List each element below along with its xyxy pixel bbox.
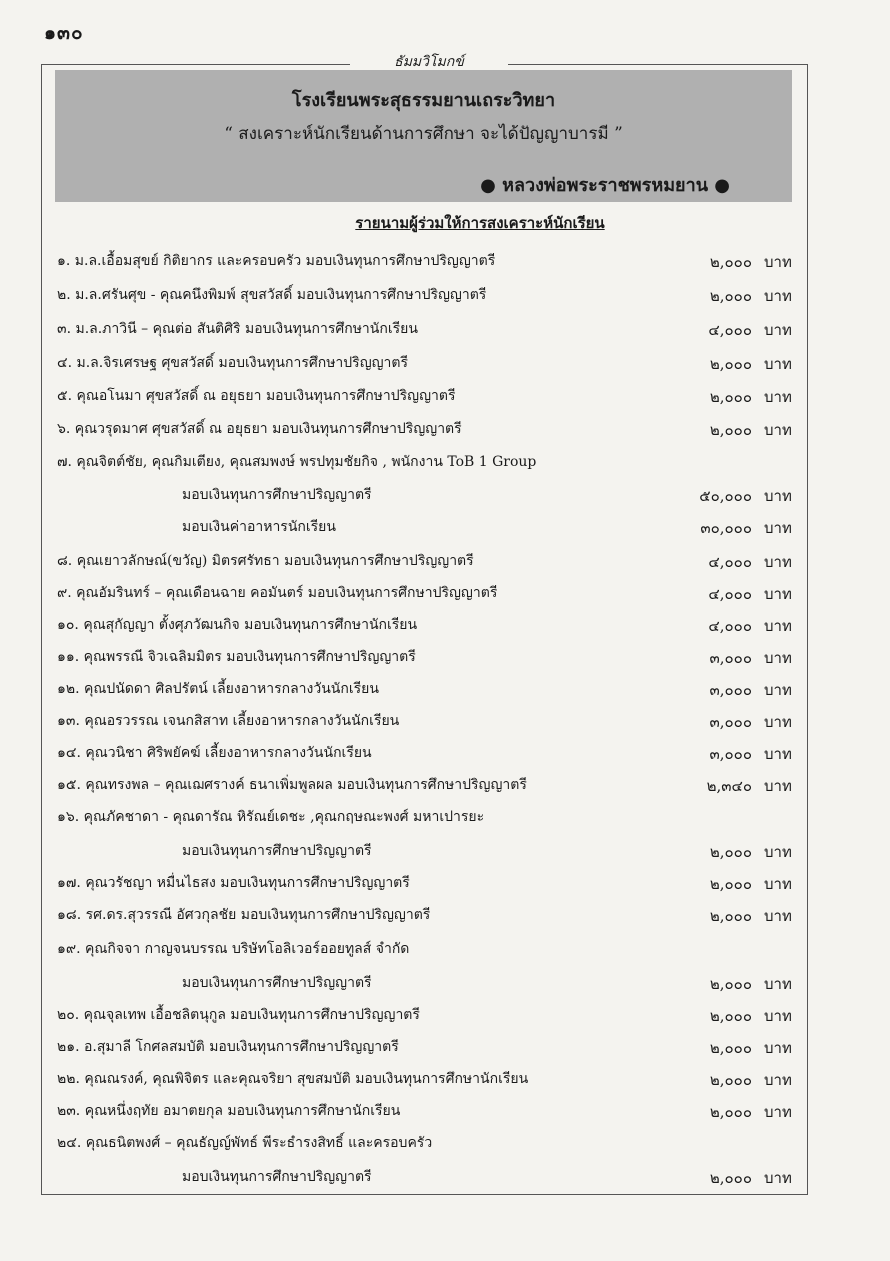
donation-row xyxy=(0,1132,890,1156)
currency-unit: บาท xyxy=(764,421,792,439)
slogan: “ สงเคราะห์นักเรียนด้านการศึกษา จะได้ปัญญาบารมี ” xyxy=(224,124,623,144)
currency-unit: บาท xyxy=(764,681,792,699)
donor-description: ๒๔. คุณธนิตพงศ์ – คุณธัญญ์พัทธ์ พีระธำรงสิทธิ์ และครอบครัว xyxy=(57,1135,433,1151)
donor-description: ๑๑. คุณพรรณี จิวเฉลิมมิตร มอบเงินทุนการศึกษาปริญญาตรี xyxy=(57,649,416,665)
page-number: ๑๓๐ xyxy=(44,22,84,44)
currency-unit: บาท xyxy=(764,777,792,795)
currency-unit: บาท xyxy=(764,617,792,635)
currency-unit: บาท xyxy=(764,1169,792,1187)
donation-row xyxy=(0,710,890,734)
donor-description: มอบเงินทุนการศึกษาปริญญาตรี xyxy=(182,487,372,503)
school-name: โรงเรียนพระสุธรรมยานเถระวิทยา xyxy=(291,90,556,111)
donation-amount: ๒,๐๐๐ xyxy=(709,421,752,439)
donation-amount: ๔,๐๐๐ xyxy=(708,585,752,603)
currency-unit: บาท xyxy=(764,713,792,731)
donation-amount: ๒,๐๐๐ xyxy=(709,1103,752,1121)
donation-amount: ๔,๐๐๐ xyxy=(708,617,752,635)
currency-unit: บาท xyxy=(764,253,792,271)
donation-row xyxy=(0,451,890,475)
donation-row xyxy=(0,352,890,376)
currency-unit: บาท xyxy=(764,553,792,571)
donation-row xyxy=(0,614,890,638)
donation-row xyxy=(0,318,890,342)
donation-amount: ๓,๐๐๐ xyxy=(709,713,752,731)
donor-description: ๒๓. คุณหนึ่งฤทัย อมาตยกุล มอบเงินทุนการศึกษานักเรียน xyxy=(57,1103,401,1119)
donation-row xyxy=(0,904,890,928)
currency-unit: บาท xyxy=(764,875,792,893)
donor-description: ๑๘. รศ.ดร.สุวรรณี อัศวกุลชัย มอบเงินทุนการศึกษาปริญญาตรี xyxy=(57,907,431,923)
donation-amount: ๒,๐๐๐ xyxy=(709,1169,752,1187)
currency-unit: บาท xyxy=(764,1007,792,1025)
donation-amount: ๒,๐๐๐ xyxy=(709,907,752,925)
donation-row xyxy=(0,972,890,996)
donor-description: ๑๗. คุณวรัชญา หมื่นไธสง มอบเงินทุนการศึกษาปริญญาตรี xyxy=(57,875,410,891)
donor-description: มอบเงินทุนการศึกษาปริญญาตรี xyxy=(182,843,372,859)
currency-unit: บาท xyxy=(764,745,792,763)
currency-unit: บาท xyxy=(764,388,792,406)
currency-unit: บาท xyxy=(764,519,792,537)
donation-row xyxy=(0,938,890,962)
donation-row xyxy=(0,250,890,274)
currency-unit: บาท xyxy=(764,287,792,305)
donation-row xyxy=(0,484,890,508)
donor-description: ๑๙. คุณกิจจา กาญจนบรรณ บริษัทโอลิเวอร์ออยทูลส์ จำกัด xyxy=(57,941,410,957)
donation-amount: ๒,๐๐๐ xyxy=(709,1039,752,1057)
donation-amount: ๒,๐๐๐ xyxy=(709,388,752,406)
donation-row xyxy=(0,550,890,574)
donor-description: ๓. ม.ล.ภาวินี – คุณต่อ สันติศิริ มอบเงินทุนการศึกษานักเรียน xyxy=(57,321,418,337)
donor-description: มอบเงินทุนการศึกษาปริญญาตรี xyxy=(182,975,372,991)
donation-row xyxy=(0,1068,890,1092)
currency-unit: บาท xyxy=(764,843,792,861)
donation-amount: ๓,๐๐๐ xyxy=(709,649,752,667)
donation-amount: ๒,๐๐๐ xyxy=(709,1007,752,1025)
donation-row xyxy=(0,646,890,670)
donation-amount: ๔,๐๐๐ xyxy=(708,553,752,571)
donor-description: ๒. ม.ล.ศรันศุข - คุณคนึงพิมพ์ สุขสวัสดิ์ มอบเงินทุนการศึกษาปริญญาตรี xyxy=(57,287,487,303)
currency-unit: บาท xyxy=(764,321,792,339)
donation-row xyxy=(0,840,890,864)
donation-row xyxy=(0,284,890,308)
donation-amount: ๓๐,๐๐๐ xyxy=(700,519,752,537)
donation-row xyxy=(0,1166,890,1190)
donation-row xyxy=(0,742,890,766)
donor-description: ๙. คุณอัมรินทร์ – คุณเดือนฉาย คอมันตร์ มอบเงินทุนการศึกษาปริญญาตรี xyxy=(57,585,498,601)
currency-unit: บาท xyxy=(764,1071,792,1089)
donation-amount: ๒,๐๐๐ xyxy=(709,355,752,373)
donation-amount: ๒,๐๐๐ xyxy=(709,875,752,893)
donor-description: ๑. ม.ล.เอื้อมสุขย์ กิติยากร และครอบครัว มอบเงินทุนการศึกษาปริญญาตรี xyxy=(57,253,496,269)
donation-row xyxy=(0,872,890,896)
list-title: รายนามผู้ร่วมให้การสงเคราะห์นักเรียน xyxy=(355,214,605,232)
donor-description: ๑๐. คุณสุกัญญา ตั้งศุภวัฒนกิจ มอบเงินทุนการศึกษานักเรียน xyxy=(57,617,418,633)
donation-row xyxy=(0,678,890,702)
donation-row xyxy=(0,516,890,540)
donation-row xyxy=(0,774,890,798)
currency-unit: บาท xyxy=(764,1103,792,1121)
donor-description: ๒๐. คุณจุลเทพ เอื้อชลิตนุกูล มอบเงินทุนการศึกษาปริญญาตรี xyxy=(57,1007,420,1023)
donor-description: ๑๖. คุณภัคชาดา - คุณดารัณ หิรัณย์เดชะ ,คุณกฤษณะพงศ์ มหาเปารยะ xyxy=(57,809,485,825)
donor-description: ๖. คุณวรุดมาศ ศุขสวัสดิ์ ณ อยุธยา มอบเงินทุนการศึกษาปริญญาตรี xyxy=(57,421,462,437)
donation-row xyxy=(0,385,890,409)
donor-description: ๒๒. คุณณรงค์, คุณพิจิตร และคุณจริยา สุขสมบัติ มอบเงินทุนการศึกษานักเรียน xyxy=(57,1071,529,1087)
header-banner xyxy=(55,70,792,202)
donation-row xyxy=(0,582,890,606)
donor-description: มอบเงินทุนการศึกษาปริญญาตรี xyxy=(182,1169,372,1185)
patron-name: ● หลวงพ่อพระราชพรหมยาน ● xyxy=(480,175,730,196)
currency-unit: บาท xyxy=(764,585,792,603)
currency-unit: บาท xyxy=(764,487,792,505)
donor-description: ๗. คุณจิตต์ชัย, คุณกิมเตียง, คุณสมพงษ์ พรปทุมชัยกิจ , พนักงาน ToB 1 Group xyxy=(57,454,537,470)
currency-unit: บาท xyxy=(764,649,792,667)
donor-description: ๘. คุณเยาวลักษณ์(ขวัญ) มิตรศรัทธา มอบเงินทุนการศึกษาปริญญาตรี xyxy=(57,553,474,569)
running-head: ธัมมวิโมกข์ xyxy=(350,51,508,73)
donor-description: ๑๕. คุณทรงพล – คุณเฌศรางค์ ธนาเพิ่มพูลผล มอบเงินทุนการศึกษาปริญญาตรี xyxy=(57,777,527,793)
currency-unit: บาท xyxy=(764,355,792,373)
donation-amount: ๔,๐๐๐ xyxy=(708,321,752,339)
donation-amount: ๒,๐๐๐ xyxy=(709,253,752,271)
donation-amount: ๒,๐๐๐ xyxy=(709,975,752,993)
donation-row xyxy=(0,418,890,442)
donation-amount: ๓,๐๐๐ xyxy=(709,681,752,699)
donation-amount: ๕๐,๐๐๐ xyxy=(699,487,752,505)
currency-unit: บาท xyxy=(764,1039,792,1057)
donor-description: ๑๔. คุณวนิชา ศิริพยัคฆ์ เลี้ยงอาหารกลางวันนักเรียน xyxy=(57,745,372,761)
donation-row xyxy=(0,1100,890,1124)
donation-amount: ๓,๐๐๐ xyxy=(709,745,752,763)
donor-description: ๑๓. คุณอรวรรณ เจนกสิสาท เลี้ยงอาหารกลางวันนักเรียน xyxy=(57,713,400,729)
donor-description: ๑๒. คุณปนัดดา ศิลปรัตน์ เลี้ยงอาหารกลางวันนักเรียน xyxy=(57,681,379,697)
donor-description: ๒๑. อ.สุมาลี โกศลสมบัติ มอบเงินทุนการศึกษาปริญญาตรี xyxy=(57,1039,399,1055)
donation-amount: ๒,๐๐๐ xyxy=(709,1071,752,1089)
donation-amount: ๒,๐๐๐ xyxy=(709,287,752,305)
donation-amount: ๒,๓๔๐ xyxy=(706,777,752,795)
donor-description: ๔. ม.ล.จิรเศรษฐ ศุขสวัสดิ์ มอบเงินทุนการศึกษาปริญญาตรี xyxy=(57,355,409,371)
currency-unit: บาท xyxy=(764,975,792,993)
donation-row xyxy=(0,806,890,830)
currency-unit: บาท xyxy=(764,907,792,925)
donation-row xyxy=(0,1004,890,1028)
donor-description: ๕. คุณอโนมา ศุขสวัสดิ์ ณ อยุธยา มอบเงินทุนการศึกษาปริญญาตรี xyxy=(57,388,456,404)
donor-description: มอบเงินค่าอาหารนักเรียน xyxy=(182,519,336,535)
donation-row xyxy=(0,1036,890,1060)
donation-amount: ๒,๐๐๐ xyxy=(709,843,752,861)
